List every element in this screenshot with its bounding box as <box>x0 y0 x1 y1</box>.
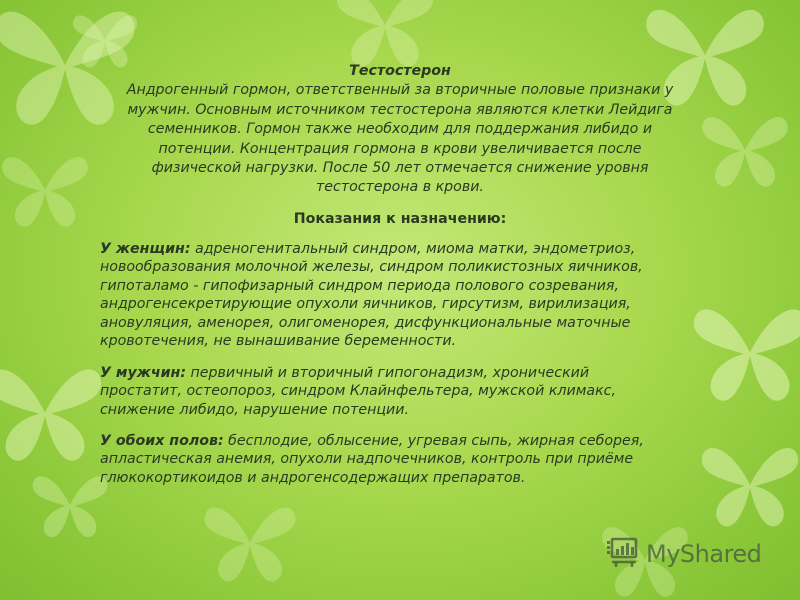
intro-line: тестостерона в крови. <box>316 179 484 196</box>
logo-text: MyShared <box>646 540 762 568</box>
section-line: гипоталамо - гипофизарный синдром периода полового созревания, <box>100 277 619 294</box>
intro-line: физической нагрузки. После 50 лет отмечается снижение уровня <box>151 160 649 177</box>
section-line: ановуляция, аменорея, олигоменорея, дисфункциональные маточные <box>100 314 631 331</box>
indications-men <box>100 364 700 419</box>
intro-line: семенников. Гормон также необходим для поддержания либидо и <box>147 121 653 138</box>
section-text: адреногенитальный синдром, миома матки, эндометриоз, <box>190 241 636 257</box>
section-label: У женщин: <box>100 241 191 257</box>
intro-line: мужчин. Основным источником тестостерона являются клетки Лейдига <box>127 101 673 118</box>
section-label: У мужчин: <box>100 365 186 381</box>
section-line: глюкокортикоидов и андрогенсодержащих препаратов. <box>100 469 526 486</box>
section-line: новообразования молочной железы, синдром поликистозных яичников, <box>100 259 643 276</box>
indications-both <box>100 432 700 487</box>
intro-line: Андрогенный гормон, ответственный за вторичные половые признаки у <box>126 82 674 99</box>
slide-title: Тестостерон <box>349 63 451 79</box>
myshared-logo[interactable] <box>606 536 761 572</box>
section-line: простатит, остеопороз, синдром Клайнфельтера, мужской климакс, <box>100 383 616 400</box>
indications-women <box>100 240 700 350</box>
section-label: У обоих полов: <box>100 433 224 449</box>
section-line: кровотечения, не вынашивание беременности. <box>100 333 457 350</box>
intro-line: потенции. Концентрация гормона в крови увеличивается после <box>158 140 642 157</box>
section-line: андрогенсекретирующие опухоли яичников, гирсутизм, вирилизация, <box>100 296 631 313</box>
intro-block <box>110 62 690 198</box>
presentation-board-icon <box>606 535 640 573</box>
indications-heading: Показания к назначению: <box>293 211 507 227</box>
section-text: бесплодие, облысение, угревая сыпь, жирная себорея, <box>223 433 644 449</box>
section-text: первичный и вторичный гипогонадизм, хронический <box>186 365 590 381</box>
section-line: апластическая анемия, опухоли надпочечников, контроль при приёме <box>100 451 634 468</box>
section-line: снижение либидо, нарушение потенции. <box>100 401 409 418</box>
